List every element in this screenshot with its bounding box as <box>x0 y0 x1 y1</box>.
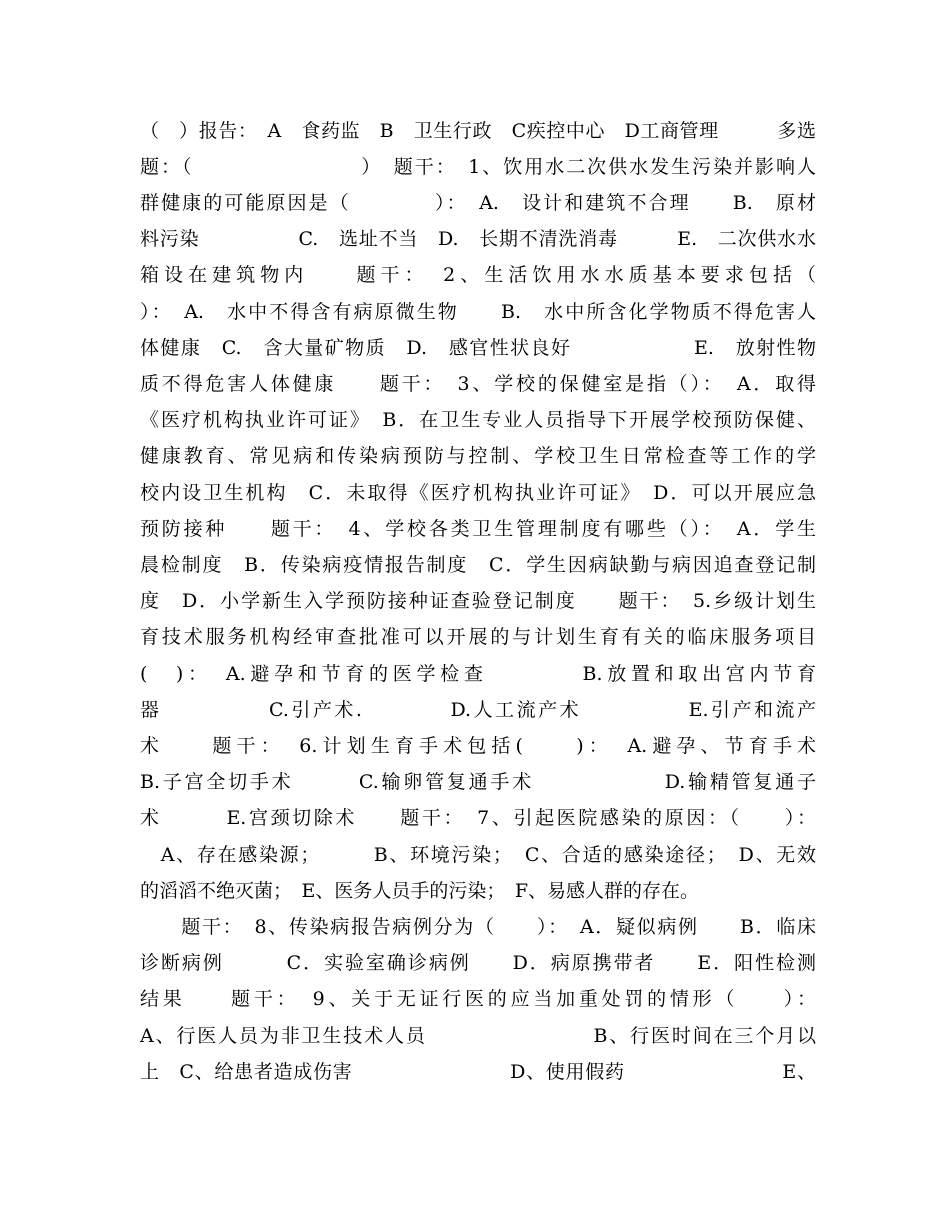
text-line: B.子宫全切手术 C.输卵管复通手术 D.输精管复通子 <box>140 771 816 793</box>
text-line: 题干： 8、传染病报告病例分为（ ）： A．疑似病例 B．临床 <box>140 916 816 938</box>
text-line: ( )： A.避孕和节育的医学检查 B.放置和取出宫内节育 <box>140 663 816 685</box>
text-line: 预防接种 题干： 4、学校各类卫生管理制度有哪些（）： A．学生 <box>140 518 816 540</box>
text-line: 术 E.宫颈切除术 题干： 7、引起医院感染的原因：（ ）： <box>140 807 816 829</box>
text-line: 术 题干： 6.计划生育手术包括( )： A.避孕、节育手术 <box>140 735 816 757</box>
text-line: 题：（ ） 题干： 1、饮用水二次供水发生污染并影响人 <box>140 156 816 178</box>
text-line: 度 D．小学新生入学预防接种证查验登记制度 题干： 5.乡级计划生 <box>140 590 816 612</box>
text-line: 结果 题干： 9、关于无证行医的应当加重处罚的情形（ ）： <box>140 988 816 1010</box>
text-line: ）： A. 水中不得含有病原微生物 B. 水中所含化学物质不得危害人 <box>140 301 816 323</box>
text-line: 育技术服务机构经审查批准可以开展的与计划生育有关的临床服务项目 <box>140 626 816 648</box>
text-line: 料污染 C. 选址不当 D. 长期不清洗消毒 E. 二次供水水 <box>140 228 816 250</box>
text-line: 晨检制度 B．传染病疫情报告制度 C．学生因病缺勤与病因追查登记制 <box>140 554 816 576</box>
text-line: 健康教育、常见病和传染病预防与控制、学校卫生日常检查等工作的学 <box>140 445 816 467</box>
text-line: 的滔滔不绝灭菌； E、医务人员手的污染； F、易感人群的存在。 <box>140 880 700 902</box>
text-line: 质不得危害人体健康 题干： 3、学校的保健室是指（）： A．取得 <box>140 373 816 395</box>
text-line: A、存在感染源； B、环境污染； C、合适的感染途径； D、无效 <box>140 844 816 866</box>
text-line: 校内设卫生机构 C．未取得《医疗机构执业许可证》 D．可以开展应急 <box>140 482 816 504</box>
text-line: 诊断病例 C．实验室确诊病例 D．病原携带者 E．阳性检测 <box>140 952 816 974</box>
text-line: （ ）报告： A 食药监 B 卫生行政 C疾控中心 D工商管理 多选 <box>140 120 816 142</box>
text-line: 群健康的可能原因是（ ）： A. 设计和建筑不合理 B. 原材 <box>140 192 816 214</box>
text-line: 上 C、给患者造成伤害 D、使用假药 E、 <box>140 1061 816 1083</box>
text-line: A、行医人员为非卫生技术人员 B、行医时间在三个月以 <box>140 1025 816 1047</box>
text-line: 《医疗机构执业许可证》 B．在卫生专业人员指导下开展学校预防保健、 <box>140 409 816 431</box>
text-line: 器 C.引产术. D.人工流产术 E.引产和流产 <box>140 699 816 721</box>
text-line: 箱设在建筑物内 题干： 2、生活饮用水水质基本要求包括（ <box>140 264 816 286</box>
text-line: 体健康 C. 含大量矿物质 D. 感官性状良好 E. 放射性物 <box>140 337 816 359</box>
